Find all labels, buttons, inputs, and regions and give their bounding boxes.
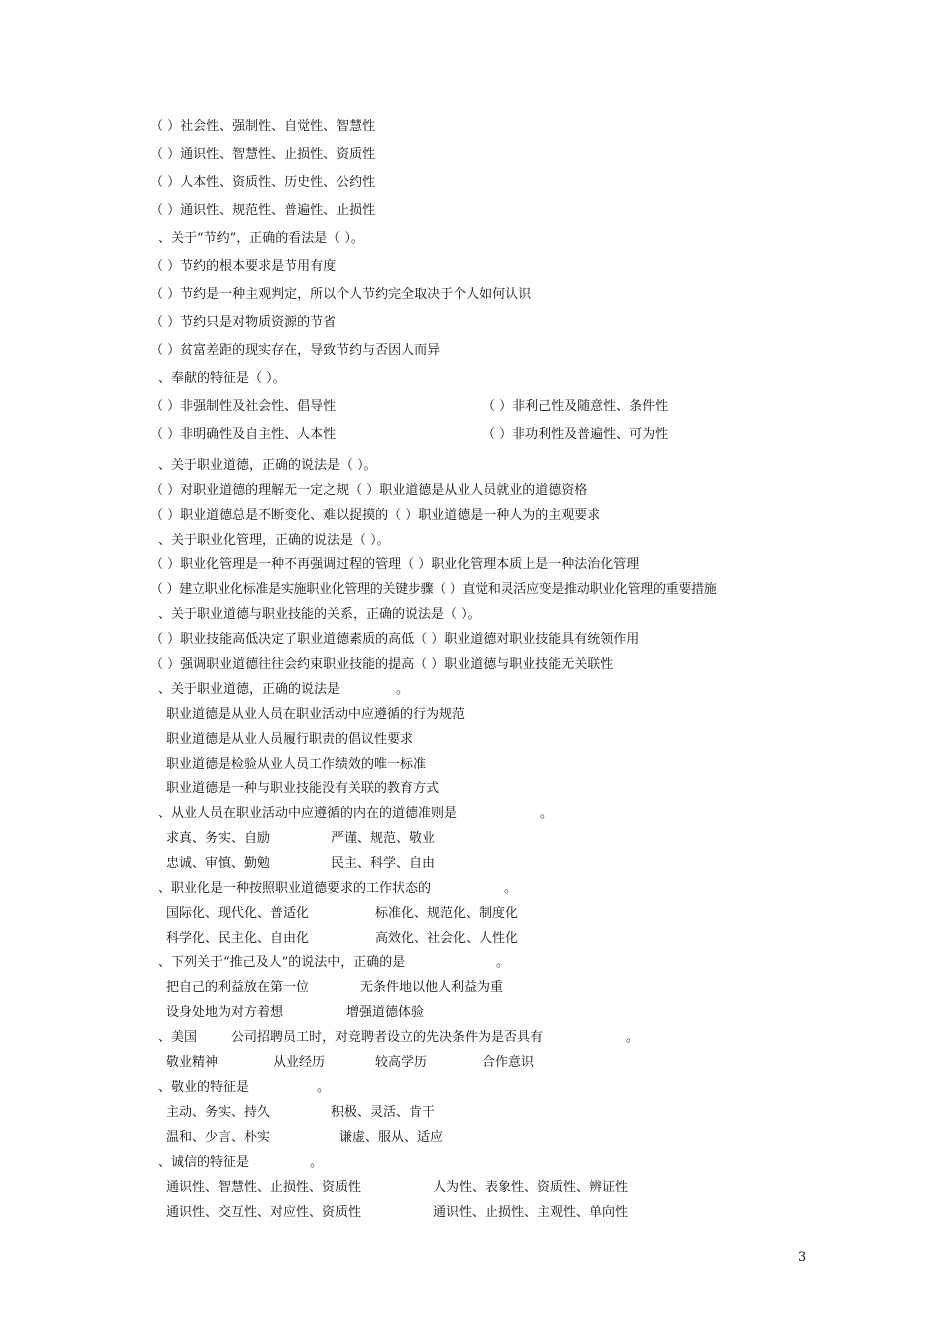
text-line: 。 <box>310 1155 324 1170</box>
text-line: （ ）非强制性及社会性、倡导性 <box>150 399 337 414</box>
text-line: 。 <box>504 881 518 896</box>
text-line: 、美国 <box>158 1030 198 1045</box>
text-line: 。 <box>626 1030 640 1045</box>
text-line: （ ）非明确性及自主性、人本性 <box>150 427 337 442</box>
text-line: 把自己的利益放在第一位 <box>166 980 310 995</box>
text-line: 严谨、规范、敬业 <box>331 831 436 846</box>
text-line: 增强道德体验 <box>346 1005 425 1020</box>
text-line: 高效化、社会化、人性化 <box>375 931 519 946</box>
text-line: 温和、少言、朴实 <box>166 1130 271 1145</box>
text-line: 、关于职业道德与职业技能的关系，正确的说法是（ ）。 <box>158 607 481 622</box>
text-line: 、职业化是一种按照职业道德要求的工作状态的 <box>158 881 432 896</box>
text-line: 主动、务实、持久 <box>166 1105 271 1120</box>
text-line: （ ）节约是一种主观判定，所以个人节约完全取决于个人如何认识 <box>150 287 532 302</box>
page-number: 3 <box>798 1250 807 1265</box>
text-line: 国际化、现代化、普适化 <box>166 906 310 921</box>
text-line: 、关于职业道德，正确的说法是（ ）。 <box>158 458 377 473</box>
text-line: （ ）职业道德总是不断变化、难以捉摸的（ ）职业道德是一种人为的主观要求 <box>150 508 601 523</box>
text-line: （ ）通识性、规范性、普遍性、止损性 <box>150 203 376 218</box>
text-line: 、关于“节约”，正确的看法是（ ）。 <box>158 231 364 246</box>
text-line: （ ）人本性、资质性、历史性、公约性 <box>150 175 376 190</box>
text-line: 科学化、民主化、自由化 <box>166 931 310 946</box>
text-line: 通识性、止损性、主观性、单向性 <box>433 1205 629 1220</box>
text-line: 谦虚、服从、适应 <box>339 1130 444 1145</box>
text-line: （ ）职业化管理是一种不再强调过程的管理（ ）职业化管理本质上是一种法治化管理 <box>150 557 640 572</box>
text-line: 、诚信的特征是 <box>158 1155 250 1170</box>
text-line: （ ）社会性、强制性、自觉性、智慧性 <box>150 119 376 134</box>
text-line: 民主、科学、自由 <box>331 856 436 871</box>
text-line: 、关于职业道德，正确的说法是 <box>158 682 341 697</box>
text-line: 公司招聘员工时，对竞聘者设立的先决条件为是否具有 <box>231 1030 544 1045</box>
text-line: 。 <box>396 682 410 697</box>
text-line: 积极、灵活、肯干 <box>331 1105 436 1120</box>
text-line: （ ）节约的根本要求是节用有度 <box>150 259 337 274</box>
text-line: 通识性、交互性、对应性、资质性 <box>166 1205 362 1220</box>
text-line: 合作意识 <box>482 1055 535 1070</box>
text-line: （ ）非功利性及普遍性、可为性 <box>482 427 669 442</box>
text-line: 忠诚、审慎、勤勉 <box>166 856 271 871</box>
text-line: 通识性、智慧性、止损性、资质性 <box>166 1180 362 1195</box>
text-line: 、奉献的特征是（ ）。 <box>158 371 286 386</box>
text-line: （ ）通识性、智慧性、止损性、资质性 <box>150 147 376 162</box>
text-line: 求真、务实、自励 <box>166 831 271 846</box>
text-line: 人为性、表象性、资质性、辨证性 <box>433 1180 629 1195</box>
text-line: 、敬业的特征是 <box>158 1080 250 1095</box>
text-line: 、关于职业化管理，正确的说法是（ ）。 <box>158 533 390 548</box>
text-line: （ ）非利己性及随意性、条件性 <box>482 399 669 414</box>
text-line: （ ）职业技能高低决定了职业道德素质的高低（ ）职业道德对职业技能具有统领作用 <box>150 632 640 647</box>
text-line: 较高学历 <box>375 1055 428 1070</box>
text-line: （ ）强调职业道德往往会约束职业技能的提高（ ）职业道德与职业技能无关联性 <box>150 657 614 672</box>
text-line: 、下列关于“推己及人”的说法中，正确的是 <box>158 955 406 970</box>
text-line: 。 <box>540 806 554 821</box>
text-line: 职业道德是从业人员履行职责的倡议性要求 <box>166 732 414 747</box>
text-line: （ ）节约只是对物质资源的节省 <box>150 315 337 330</box>
text-line: （ ）贫富差距的现实存在，导致节约与否因人而异 <box>150 343 441 358</box>
text-line: 职业道德是从业人员在职业活动中应遵循的行为规范 <box>166 707 466 722</box>
text-line: 从业经历 <box>273 1055 326 1070</box>
text-line: 设身处地为对方着想 <box>166 1005 284 1020</box>
text-line: （ ）建立职业化标准是实施职业化管理的关键步骤（ ）直觉和灵活应变是推动职业化管理的重要措施 <box>150 582 717 597</box>
text-line: 。 <box>496 955 510 970</box>
text-line: 敬业精神 <box>166 1055 219 1070</box>
text-line: 无条件地以他人利益为重 <box>360 980 504 995</box>
text-line: 、从业人员在职业活动中应遵循的内在的道德准则是 <box>158 806 458 821</box>
text-line: 职业道德是检验从业人员工作绩效的唯一标准 <box>166 757 427 772</box>
text-line: （ ）对职业道德的理解无一定之规（ ）职业道德是从业人员就业的道德资格 <box>150 483 588 498</box>
text-line: 。 <box>317 1080 331 1095</box>
text-line: 职业道德是一种与职业技能没有关联的教育方式 <box>166 781 440 796</box>
text-line: 标准化、规范化、制度化 <box>375 906 519 921</box>
